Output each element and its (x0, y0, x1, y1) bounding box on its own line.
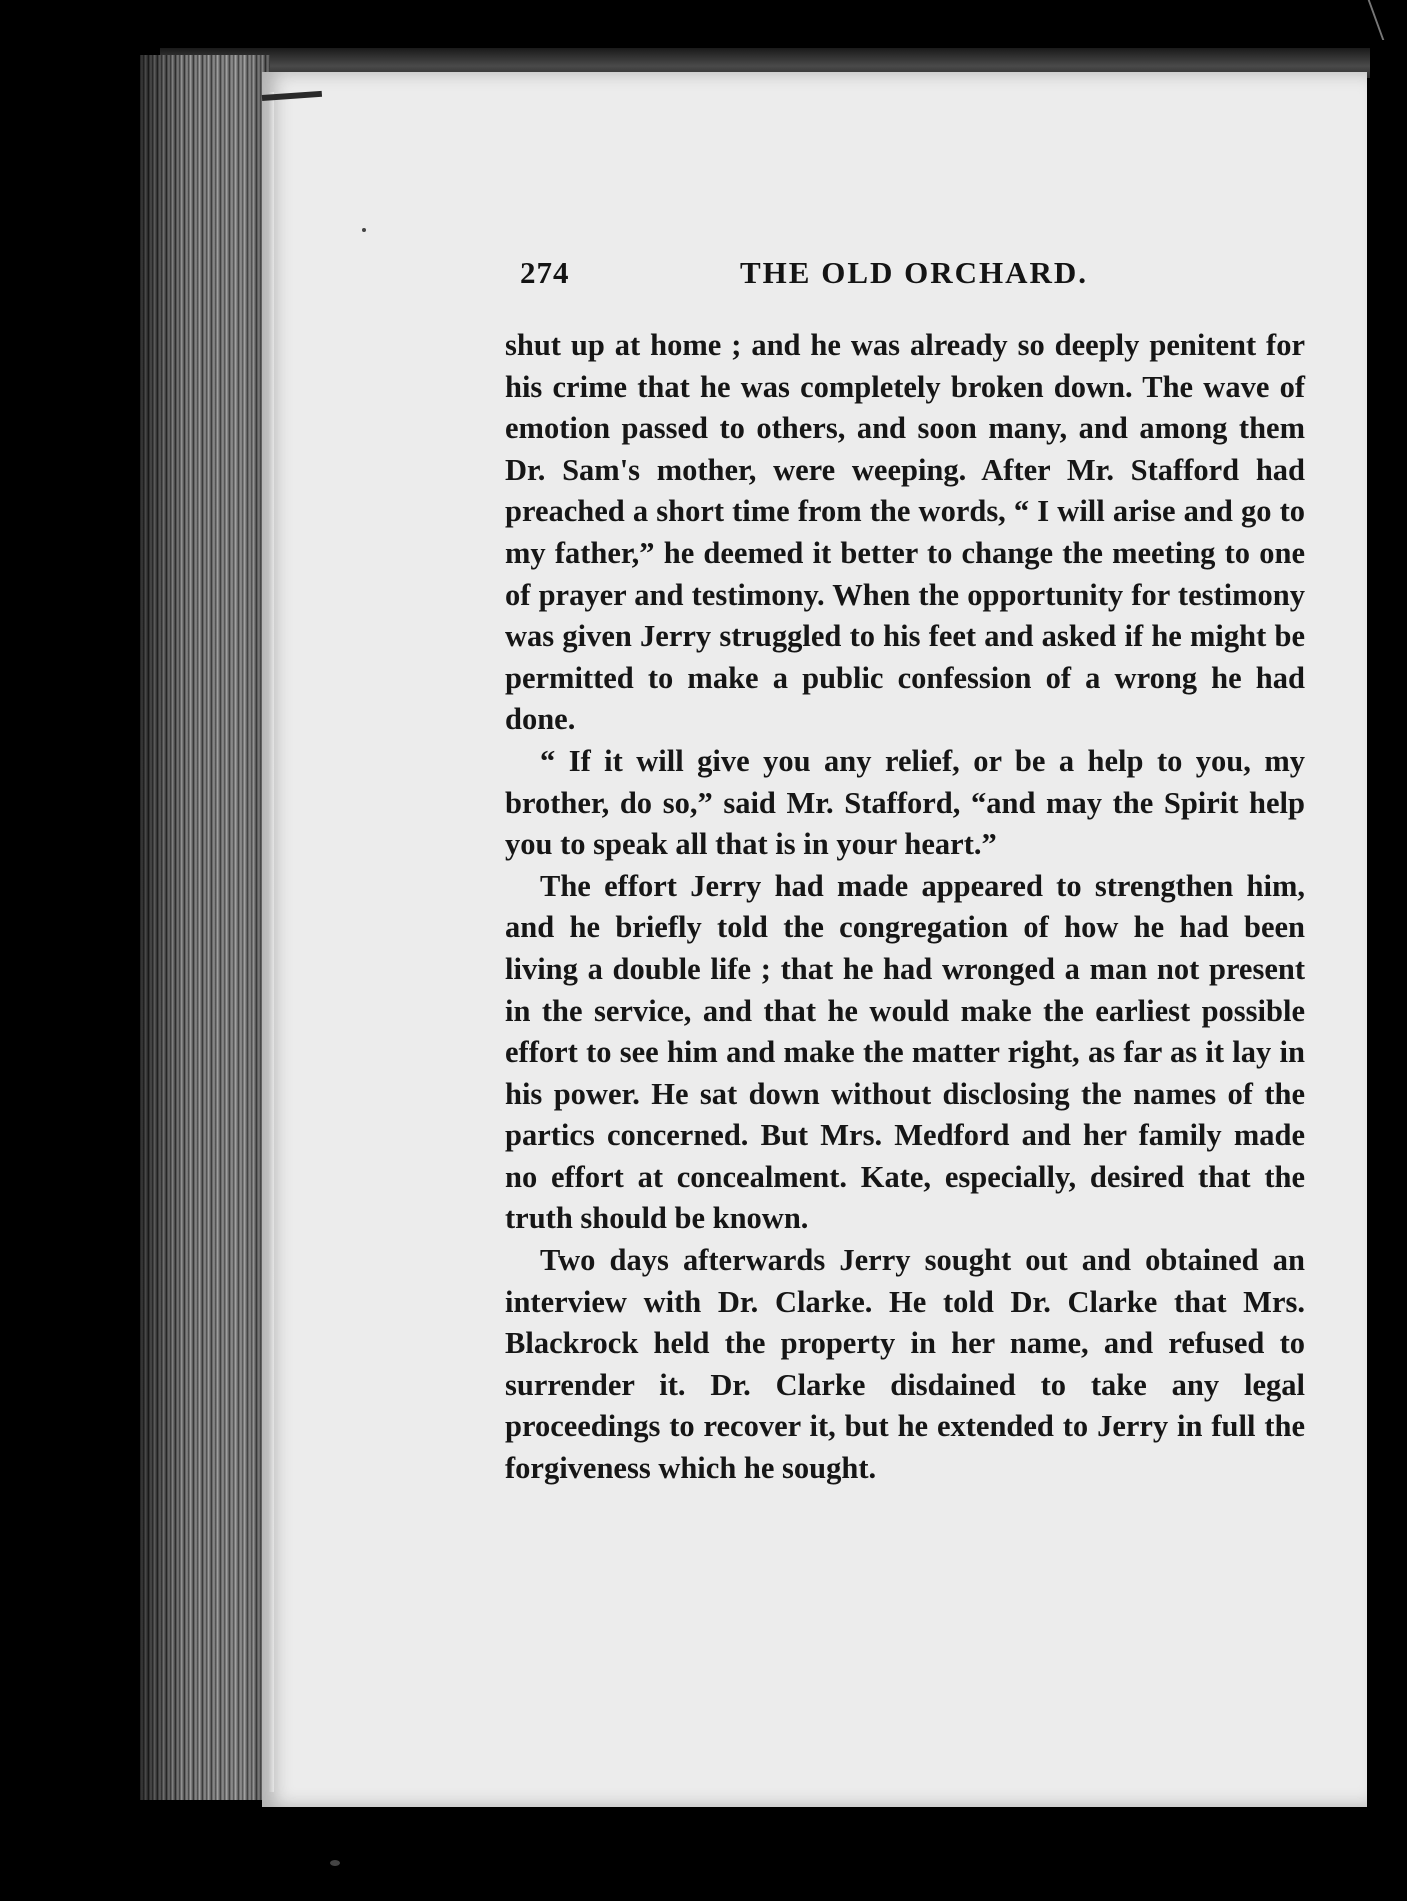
book-page-edges (140, 55, 270, 1800)
page-number: 274 (520, 255, 570, 290)
page-header (520, 255, 1325, 305)
page-gutter (268, 92, 274, 1792)
scan-speck (330, 1860, 340, 1866)
running-title: THE OLD ORCHARD. (740, 255, 1089, 290)
scan-speck (362, 228, 366, 232)
paragraph: The effort Jerry had made appeared to strengthen him, and he briefly told the congregation of how he had been living a double life ; that he had wronged a man not present in the service, and that he would make the earliest possible effort to see him and make the matter right, as far as it lay in his power. He sat down without disclosing the names of the partics concerned. But Mrs. Medford and her family made no effort at concealment. Kate, especially, desired that the truth should be known. (505, 868, 1305, 1236)
scan-corner-mark (1328, 0, 1385, 40)
body-text (505, 325, 1305, 1490)
paragraph: Two days afterwards Jerry sought out and obtained an interview with Dr. Clarke. He told Dr. Clarke that Mrs. Blackrock held the property in her name, and refused to surrender it. Dr. Clarke disdained to take any legal proceedings to recover it, but he extended to Jerry in full the forgiveness which he sought. (505, 1243, 1305, 1486)
paragraph: shut up at home ; and he was already so deeply penitent for his crime that he was completely broken down. The wave of emotion passed to others, and soon many, and among them Dr. Sam's mother, were weeping. After Mr. Stafford had preached a short time from the words, “ I will arise and go to my father,” he deemed it better to change the meeting to one of prayer and testimony. When the opportunity for testimony was given Jerry struggled to his feet and asked if he might be permitted to make a public confession of a wrong he had done. (505, 328, 1305, 737)
paragraph: “ If it will give you any relief, or be a help to you, my brother, do so,” said Mr. Stafford, “and may the Spirit help you to speak all that is in your heart.” (505, 743, 1305, 862)
